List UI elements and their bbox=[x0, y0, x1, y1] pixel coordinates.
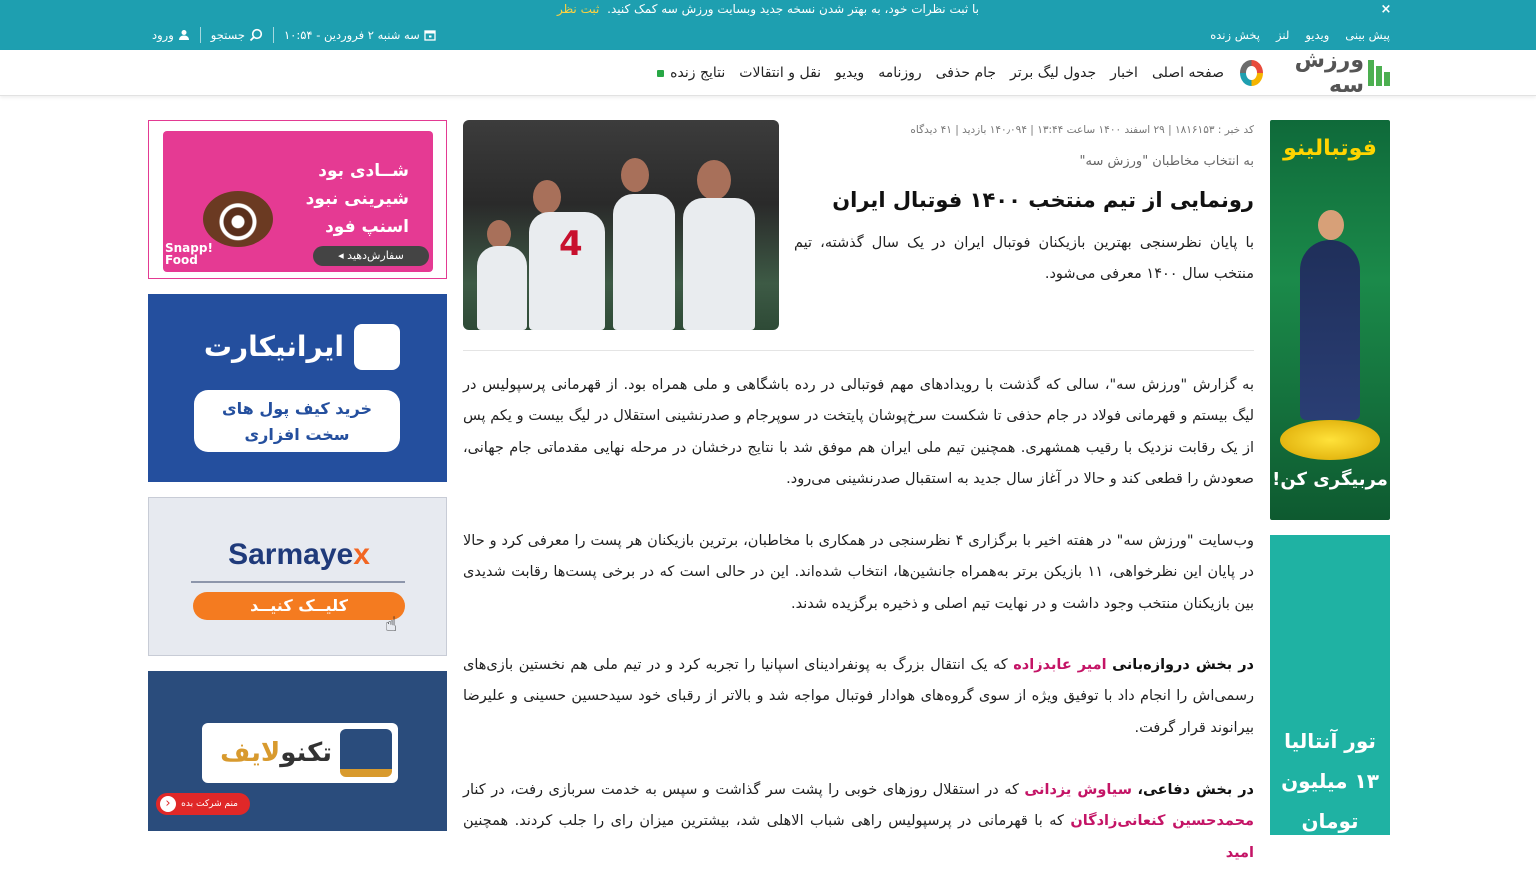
top-link-predict[interactable]: پیش بینی bbox=[1345, 28, 1390, 42]
article-paragraph-3 bbox=[463, 650, 1254, 744]
ad-footballino-banner[interactable] bbox=[1270, 120, 1390, 520]
ad-antalya-line-2: ۱۳ میلیون تومان bbox=[1281, 769, 1379, 833]
article-divider bbox=[463, 350, 1254, 351]
sarmayex-click-button[interactable]: کلیــک کنیــد bbox=[193, 592, 405, 620]
iranicard-offer-line-1: خرید کیف پول های bbox=[221, 399, 373, 418]
main-nav bbox=[0, 50, 1536, 96]
ad-footballino-cta: مربیگری کن! bbox=[1272, 469, 1388, 490]
ad-footballino-title: فوتبالینو bbox=[1283, 136, 1377, 161]
nav-item-video[interactable]: ویدیو bbox=[835, 65, 865, 81]
podium-graphic bbox=[1280, 420, 1380, 460]
nav-item-league-table[interactable]: جدول لیگ برتر bbox=[1010, 65, 1097, 81]
player-link-kanaanizadegan[interactable]: محمدحسین کنعانی‌زادگان bbox=[1070, 813, 1255, 830]
pointer-hand-icon: ☝ bbox=[385, 612, 398, 636]
nav-item-newspaper[interactable]: روزنامه bbox=[878, 65, 922, 81]
cake-roll-graphic bbox=[203, 191, 273, 247]
search-button[interactable] bbox=[211, 28, 263, 42]
technolife-logo-b: لایف bbox=[220, 738, 281, 768]
paragraph-4-text: که در استقلال روزهای خوبی را پشت سر گذاشت و سپس به خدمت سربازی رفت، در کنار bbox=[463, 782, 1019, 798]
article-title: رونمایی از تیم منتخب ۱۴۰۰ فوتبال ایران bbox=[832, 188, 1254, 212]
player-graphic bbox=[1300, 240, 1360, 420]
date-text: سه شنبه ۲ فروردین - ۱۰:۵۴ bbox=[284, 28, 420, 42]
ad-antalya-text bbox=[1270, 721, 1390, 881]
iranicard-logo: ایرانیکارت bbox=[194, 322, 400, 372]
search-icon bbox=[249, 28, 263, 42]
top-link-video[interactable]: ویدیو bbox=[1305, 28, 1330, 42]
login-label: ورود bbox=[152, 28, 174, 42]
article-photo[interactable] bbox=[463, 120, 779, 330]
technolife-logo-a: تکنو bbox=[280, 738, 332, 768]
section-label-defense: در بخش دفاعی، bbox=[1137, 782, 1254, 798]
paragraph-4-text-2: که با قهرمانی در پرسپولیس راهی شباب الاهلی شد، بیشترین میزان رای را جلب کردند. همچنین bbox=[463, 813, 1064, 830]
technolife-join-button[interactable]: ‹ منم شرکت بده bbox=[156, 793, 250, 815]
player-graphic bbox=[613, 194, 675, 330]
logo-mark-icon bbox=[1240, 60, 1263, 86]
search-label: جستجو bbox=[210, 28, 245, 42]
calendar-icon bbox=[424, 29, 436, 41]
sarmayex-logo-b: x bbox=[353, 538, 370, 571]
nav-item-home[interactable]: صفحه اصلی bbox=[1151, 65, 1224, 81]
sarmayex-divider bbox=[191, 581, 405, 583]
site-logo[interactable] bbox=[1240, 48, 1390, 98]
player-link-omid[interactable]: امید bbox=[1225, 844, 1254, 861]
ad-snappfood-banner[interactable] bbox=[148, 120, 447, 279]
article-paragraph-4 bbox=[463, 775, 1254, 869]
technolife-mark-icon bbox=[340, 729, 392, 777]
ad-snappfood-line-3: اسنپ فود bbox=[325, 217, 409, 237]
technolife-logo-text bbox=[220, 723, 332, 783]
player-head-graphic bbox=[1318, 210, 1344, 240]
player-head-graphic bbox=[697, 160, 731, 200]
notice-text: با ثبت نظرات خود، به بهتر شدن نسخه جدید وبسایت ورزش سه کمک کنید. bbox=[607, 2, 980, 16]
ad-snappfood-text bbox=[306, 157, 409, 241]
top-bar bbox=[0, 20, 1536, 50]
technolife-logo-card bbox=[202, 723, 398, 783]
article-paragraph-1: به گزارش "ورزش سه"، سالی که گذشت با رویدادهای مهم فوتبالی در رده باشگاهی و ملی همراه بود. از قهرمانی پرسپولیس در لیگ بیستم و قهرمانی فولاد در جام حذفی تا شکست سرخ‌پوشان پایتخت در سوپرجام و صدرنشینی استقلال در لیگ بیست و یکم پس از یک رقابت نزدیک با رقیب همشهری. همچنین تیم ملی ایران هم موفق شد با نتایج درخشان در مرحله نهایی مقدماتی جام جهانی، صعودش را قطعی کند و حالا در آغاز سال جدید به استقبال صدرنشینی می‌رود. bbox=[463, 377, 1254, 487]
snappfood-order-button[interactable]: سفارش‌دهید ◂ bbox=[313, 246, 429, 266]
logo-text: ورزش سه bbox=[1294, 48, 1364, 98]
ad-snappfood-line-2: شیرینی نبود bbox=[305, 189, 409, 209]
section-label-goalkeeper: در بخش دروازه‌بانی bbox=[1112, 657, 1254, 673]
logo-bars-icon bbox=[1368, 60, 1390, 86]
nav-item-news[interactable]: اخبار bbox=[1110, 65, 1138, 81]
ad-iranicard-banner[interactable] bbox=[148, 294, 447, 482]
ad-antalya-line-3: تخفیف bbox=[1295, 849, 1365, 873]
iranicard-offer-box bbox=[194, 390, 400, 452]
ad-snappfood-line-1: شــادی بود bbox=[318, 161, 409, 181]
user-icon bbox=[178, 29, 190, 41]
ad-snappfood-inner bbox=[163, 131, 433, 272]
article-lead: با پایان نظرسنجی بهترین بازیکنان فوتبال ایران در یک سال گذشته، تیم منتخب سال ۱۴۰۰ معرفی می‌شود. bbox=[794, 235, 1254, 282]
player-head-graphic bbox=[621, 158, 649, 192]
player-link-yazdani[interactable]: سیاوش یزدانی bbox=[1024, 782, 1132, 798]
date-display bbox=[284, 28, 436, 42]
ad-antalya-tour-banner[interactable] bbox=[1270, 535, 1390, 873]
top-links bbox=[1210, 20, 1390, 50]
login-button[interactable] bbox=[152, 28, 190, 42]
paragraph-3-text: که یک انتقال بزرگ به پونفرادینای اسپانیا را تجربه کرد و در تیم ملی هم نخستین بازی‌های رسمی‌اش را انجام داد با توفیق ویژه از سوی گروه‌های هوادار فوتبال مواجه شد و بالاتر از رقبای خود سیدحسین حسینی و علیرضا بیرانوند قرار گرفت. bbox=[463, 657, 1254, 736]
snappfood-logo: Snapp! Food bbox=[165, 241, 213, 267]
player-head-graphic bbox=[533, 180, 561, 214]
sarmayex-logo bbox=[189, 538, 409, 572]
top-link-live[interactable]: پخش زنده bbox=[1210, 28, 1261, 42]
main-menu bbox=[657, 50, 1224, 96]
sarmayex-logo-a: Sarmaye bbox=[228, 538, 354, 571]
close-icon[interactable]: × bbox=[1380, 2, 1392, 17]
top-tools bbox=[152, 20, 436, 50]
divider bbox=[273, 27, 274, 43]
article-meta: کد خبر : ۱۸۱۶۱۵۳ | ۲۹ اسفند ۱۴۰۰ ساعت ۱۳:۴۴ | ۱۴۰٫۰۹۴ بازدید | ۴۱ دیدگاه bbox=[910, 124, 1254, 136]
player-graphic bbox=[683, 198, 755, 330]
divider bbox=[200, 27, 201, 43]
live-dot-icon bbox=[657, 70, 664, 77]
feedback-notice-bar bbox=[0, 0, 1536, 20]
nav-item-transfers[interactable]: نقل و انتقالات bbox=[739, 65, 822, 81]
live-results-label: نتایج زنده bbox=[670, 65, 726, 81]
player-graphic bbox=[477, 246, 527, 330]
article-paragraph-2: وب‌سایت "ورزش سه" در هفته اخیر با برگزاری ۴ نظرسنجی در همکاری با مخاطبان، برترین بازیکنان هر پست را معرفی کرد و حالا در پایان این نظرخواهی، ۱۱ بازیکن برتر به‌همراه جانشین‌ها، انتخاب شده‌اند. این در حالی است که در برخی پست‌ها رقابت شدیدی بین بازیکنان منتخب وجود داشت و در نهایت تیم اصلی و ذخیره برگزیده شدند. bbox=[463, 533, 1254, 612]
player-link-abedzadeh[interactable]: امیر عابدزاده bbox=[1013, 657, 1107, 673]
ad-technolife-banner[interactable] bbox=[148, 671, 447, 831]
nav-item-cup[interactable]: جام حذفی bbox=[935, 65, 997, 81]
nav-item-live-results[interactable] bbox=[657, 65, 725, 81]
shirt-number: 4 bbox=[559, 224, 583, 264]
top-link-lens[interactable]: لنز bbox=[1276, 28, 1290, 42]
feedback-link[interactable]: ثبت نظر bbox=[556, 2, 600, 16]
ad-sarmayex-banner[interactable] bbox=[148, 497, 447, 656]
iranicard-offer-line-2: سخت افزاری bbox=[244, 425, 350, 444]
article-kicker: به انتخاب مخاطبان "ورزش سه" bbox=[1079, 154, 1254, 169]
ad-antalya-line-1: تور آنتالیا bbox=[1284, 729, 1376, 753]
player-head-graphic bbox=[487, 220, 511, 248]
